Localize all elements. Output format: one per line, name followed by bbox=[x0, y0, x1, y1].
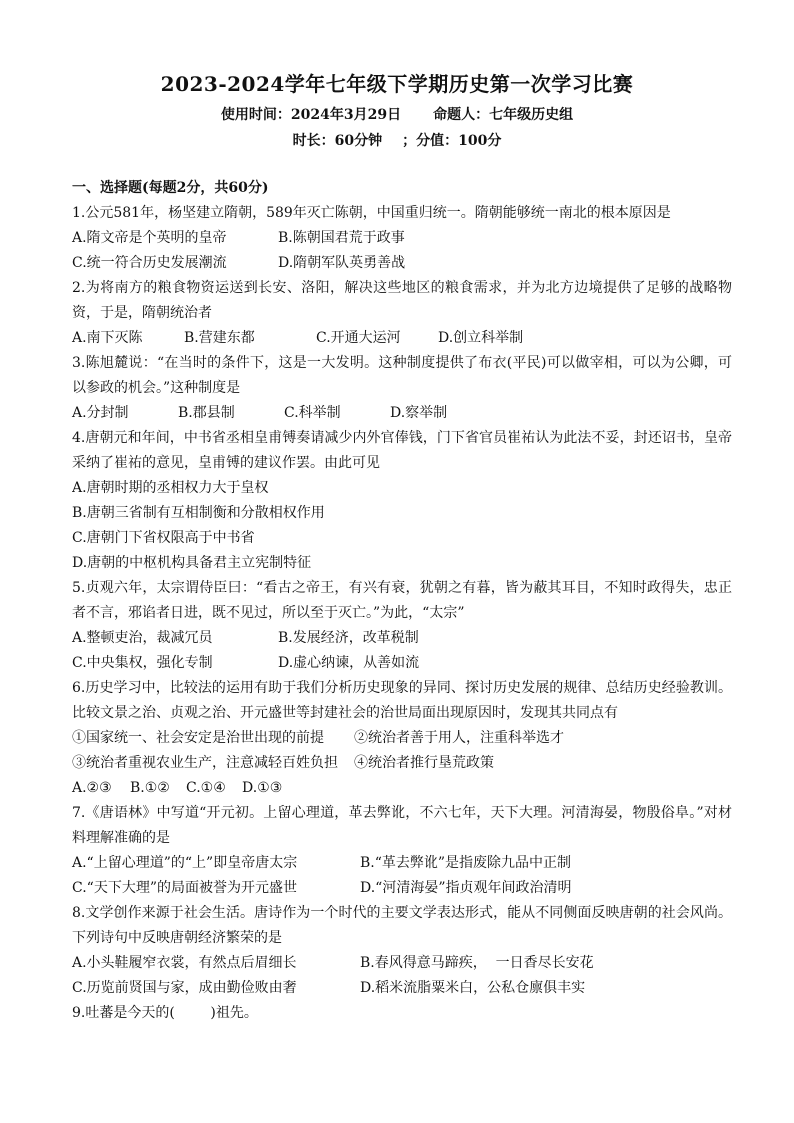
question-6-item-1: ①国家统一、社会安定是治世出现的前提 bbox=[72, 730, 324, 746]
exam-meta-line-1 bbox=[0, 104, 794, 124]
question-5-option-b: B.发展经济，改革税制 bbox=[278, 630, 419, 646]
question-6-items-row-1 bbox=[72, 726, 732, 751]
question-6-option-c: C.①④ bbox=[186, 780, 226, 796]
exam-date: 使用时间：2024年3月29日 bbox=[220, 107, 402, 123]
exam-author: 命题人：七年级历史组 bbox=[433, 107, 574, 123]
question-6-stem: 6.历史学习中，比较法的运用有助于我们分析历史现象的异同、探讨历史发展的规律、总结历史经验教训。比较文景之治、贞观之治、开元盛世等封建社会的治世局面出现原因时，发现其共同点有 bbox=[72, 680, 732, 721]
question-8-options-row-2 bbox=[72, 976, 732, 1001]
question-6-item-4: ④统治者推行垦荒政策 bbox=[354, 755, 494, 771]
question-2-option-a: A.南下灭陈 bbox=[72, 330, 143, 346]
question-6-option-b: B.①② bbox=[130, 780, 170, 796]
question-8-option-a: A.小头鞋履窄衣裳，有然点后眉细长 bbox=[72, 955, 297, 971]
question-8-option-b: B.春风得意马蹄疾， 一日香尽长安花 bbox=[360, 955, 594, 971]
question-7-stem: 7.《唐语林》中写道“开元初。上留心理道，革去弊讹，不六七年，天下大理。河清海晏，物殷俗阜。”对材料理解准确的是 bbox=[72, 805, 732, 846]
question-9-stem: 9.吐蕃是今天的( )祖先。 bbox=[72, 1005, 258, 1021]
exam-meta-line-2 bbox=[0, 130, 794, 150]
section-heading: 一、选择题(每题2分，共60分) bbox=[72, 180, 269, 196]
question-2-option-d: D.创立科举制 bbox=[438, 330, 524, 346]
question-1-option-b: B.陈朝国君荒于政事 bbox=[278, 230, 405, 246]
question-6-item-3: ③统治者重视农业生产，注意减轻百姓负担 bbox=[72, 755, 338, 771]
question-4-option-c: C.唐朝门下省权限高于中书省 bbox=[72, 530, 255, 546]
question-3-stem: 3.陈旭麓说：“在当时的条件下，这是一大发明。这种制度提供了布衣(平民)可以做宰相，可以为公卿，可以参政的机会。”这种制度是 bbox=[72, 355, 732, 396]
question-2-option-c: C.开通大运河 bbox=[316, 330, 401, 346]
exam-content bbox=[72, 176, 732, 1026]
question-4-stem: 4.唐朝元和年间，中书省丞相皇甫镈奏请减少内外官俸钱，门下省官员崔祐认为此法不妥，封还诏书，皇帝采纳了崔祐的意见，皇甫镈的建议作罢。由此可见 bbox=[72, 430, 732, 471]
exam-score: ；分值：100分 bbox=[402, 133, 502, 149]
question-5-options-row-1 bbox=[72, 626, 732, 651]
question-7-option-d: D.“河清海晏”指贞观年间政治清明 bbox=[360, 880, 572, 896]
question-8-stem: 8.文学创作来源于社会生活。唐诗作为一个时代的主要文学表达形式，能从不同侧面反映唐朝的社会风尚。下列诗句中反映唐朝经济繁荣的是 bbox=[72, 905, 732, 946]
question-3-option-d: D.察举制 bbox=[390, 405, 448, 421]
question-7-options-row-1 bbox=[72, 851, 732, 876]
question-6-option-a: A.②③ bbox=[72, 780, 112, 796]
question-8-options-row-1 bbox=[72, 951, 732, 976]
question-3-options bbox=[72, 401, 732, 426]
question-3-option-c: C.科举制 bbox=[284, 405, 341, 421]
question-1-stem: 1.公元581年，杨坚建立隋朝，589年灭亡陈朝，中国重归统一。隋朝能够统一南北的根本原因是 bbox=[72, 205, 671, 221]
question-7-option-b: B.“革去弊讹”是指废除九品中正制 bbox=[360, 855, 572, 871]
question-1-option-d: D.隋朝军队英勇善战 bbox=[278, 255, 406, 271]
question-3-option-a: A.分封制 bbox=[72, 405, 129, 421]
question-1-option-a: A.隋文帝是个英明的皇帝 bbox=[72, 230, 227, 246]
question-6-item-2: ②统治者善于用人，注重科举选才 bbox=[354, 730, 564, 746]
question-5-option-a: A.整顿吏治，裁减冗员 bbox=[72, 630, 213, 646]
question-7-option-a: A.“上留心理道”的“上”即皇帝唐太宗 bbox=[72, 855, 298, 871]
question-2-option-b: B.营建东都 bbox=[184, 330, 255, 346]
question-4-option-a: A.唐朝时期的丞相权力大于皇权 bbox=[72, 480, 269, 496]
question-7-options-row-2 bbox=[72, 876, 732, 901]
question-5-option-d: D.虚心纳谏，从善如流 bbox=[278, 655, 420, 671]
question-4-option-d: D.唐朝的中枢机构具备君主立宪制特征 bbox=[72, 555, 312, 571]
question-7-option-c: C.“天下大理”的局面被誉为开元盛世 bbox=[72, 880, 297, 896]
question-6-items-row-2 bbox=[72, 751, 732, 776]
question-5-options-row-2 bbox=[72, 651, 732, 676]
question-3-option-b: B.郡县制 bbox=[178, 405, 235, 421]
exam-duration: 时长：60分钟 bbox=[292, 133, 383, 149]
question-5-stem: 5.贞观六年，太宗谓侍臣曰：“看古之帝王，有兴有衰，犹朝之有暮，皆为蔽其耳目，不知时政得失，忠正者不言，邪谄者日进，既不见过，所以至于灭亡。”为此，“太宗” bbox=[72, 580, 732, 621]
question-4-option-b: B.唐朝三省制有互相制衡和分散相权作用 bbox=[72, 505, 325, 521]
question-6-option-d: D.①③ bbox=[242, 780, 283, 796]
exam-title: 2023-2024学年七年级下学期历史第一次学习比赛 bbox=[160, 72, 634, 96]
question-1-options-row-1 bbox=[72, 226, 732, 251]
question-8-option-c: C.历览前贤国与家，成由勤俭败由奢 bbox=[72, 980, 297, 996]
question-2-options bbox=[72, 326, 732, 351]
question-2-stem: 2.为将南方的粮食物资运送到长安、洛阳，解决这些地区的粮食需求，并为北方边境提供了足够的战略物资，于是，隋朝统治者 bbox=[72, 280, 732, 321]
question-1-option-c: C.统一符合历史发展潮流 bbox=[72, 255, 227, 271]
question-5-option-c: C.中央集权，强化专制 bbox=[72, 655, 213, 671]
question-8-option-d: D.稻米流脂粟米白，公私仓廪俱丰实 bbox=[360, 980, 586, 996]
question-1-options-row-2 bbox=[72, 251, 732, 276]
question-6-options bbox=[72, 776, 732, 801]
